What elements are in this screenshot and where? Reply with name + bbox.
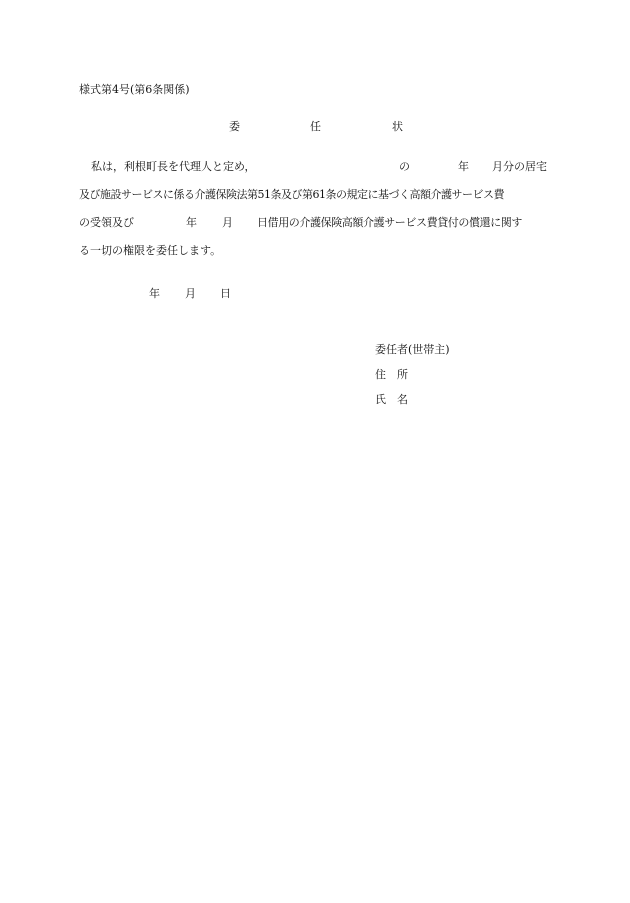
signer-name-label: 氏 名	[375, 393, 408, 406]
date-month: 月	[185, 287, 196, 300]
signer-heading: 委任者(世帯主)	[375, 343, 450, 356]
body-line-3-d: 日借用の介護保険高額介護サービス費貸付の償還に関す	[257, 216, 522, 229]
body-line-1-b: の	[399, 160, 410, 173]
title-char-3: 状	[392, 120, 403, 133]
body-line-1-c: 年	[458, 160, 469, 173]
body-line-2: 及び施設サービスに係る介護保険法第51条及び第61条の規定に基づく高額介護サービス費	[79, 188, 504, 201]
signer-address-label: 住 所	[375, 368, 408, 381]
body-line-3-b: 年	[186, 216, 197, 229]
date-year: 年	[149, 287, 160, 300]
title-char-2: 任	[310, 120, 321, 133]
date-day: 日	[220, 287, 231, 300]
body-line-3-c: 月	[222, 216, 233, 229]
body-line-4: る一切の権限を委任します。	[79, 244, 222, 257]
body-line-3-a: の受領及び	[79, 216, 134, 229]
form-number: 様式第4号(第6条関係)	[79, 83, 190, 96]
body-line-1-a: 私は，利根町長を代理人と定め，	[91, 160, 256, 173]
title-char-1: 委	[229, 120, 240, 133]
body-line-1-d: 月分の居宅	[492, 160, 547, 173]
